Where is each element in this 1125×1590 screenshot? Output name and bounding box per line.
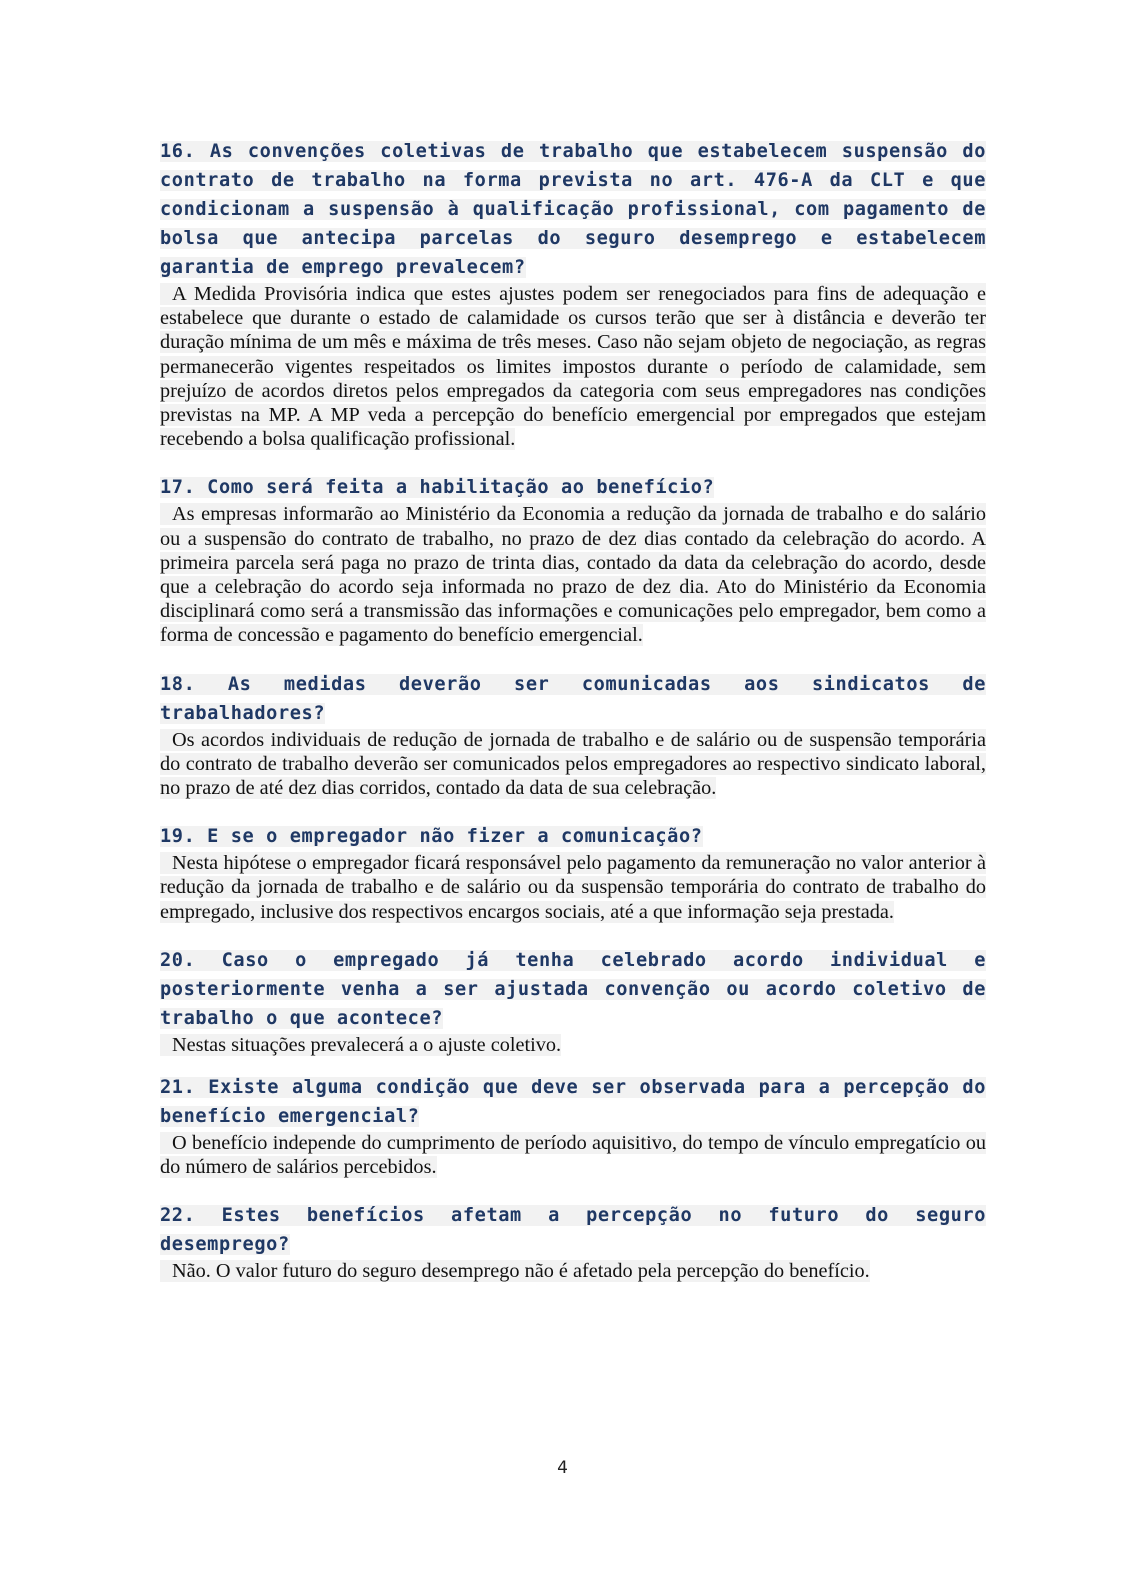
question-heading: 20. Caso o empregado já tenha celebrado acordo individual e posteriormente venha a ser ajustada convenção ou acordo coletivo de trabalho o que acontece? bbox=[160, 949, 986, 1029]
question-heading: 18. As medidas deverão ser comunicadas aos sindicatos de trabalhadores? bbox=[160, 673, 986, 724]
question-heading: 21. Existe alguma condição que deve ser observada para a percepção do benefício emergencial? bbox=[160, 1077, 986, 1128]
question-heading: 17. Como será feita a habilitação ao benefício? bbox=[160, 477, 715, 499]
qa-item-17 bbox=[160, 473, 986, 647]
qa-item-18 bbox=[160, 670, 986, 801]
answer-paragraph: Não. O valor futuro do seguro desemprego não é afetado pela percepção do benefício. bbox=[160, 1259, 986, 1283]
page-number: 4 bbox=[557, 1458, 568, 1478]
question-heading: 16. As convenções coletivas de trabalho que estabelecem suspensão do contrato de trabalho na forma prevista no art. 476-A da CLT e que condicionam a suspensão à qualificação profissional, com pagamento de bolsa que antecipa parcelas do seguro desemprego e estabelecem garantia de emprego prevalecem? bbox=[160, 141, 986, 278]
qa-item-16 bbox=[160, 137, 986, 451]
question-heading: 19. E se o empregador não fizer a comunicação? bbox=[160, 826, 703, 848]
answer-paragraph: As empresas informarão ao Ministério da Economia a redução da jornada de trabalho e do salário ou a suspensão do contrato de trabalho, no prazo de dez dias contado da celebração do acordo. A primeira parcela será paga no prazo de trinta dias, contado da data da celebração do acordo, desde que a celebração do acordo seja informada no prazo de dez dia. Ato do Ministério da Economia disciplinará como será a transmissão das informações e comunicações pelo empregador, bem como a forma de concessão e pagamento do benefício emergencial. bbox=[160, 503, 986, 647]
question-heading: 22. Estes benefícios afetam a percepção no futuro do seguro desemprego? bbox=[160, 1205, 986, 1256]
answer-paragraph: Os acordos individuais de redução de jornada de trabalho e de salário ou de suspensão temporária do contrato de trabalho deverão ser comunicados pelos empregadores ao respectivo sindicato laboral, no prazo de até dez dias corridos, contado da data de sua celebração. bbox=[160, 728, 986, 800]
qa-item-19 bbox=[160, 822, 986, 924]
qa-item-22 bbox=[160, 1201, 986, 1283]
answer-paragraph: Nestas situações prevalecerá a o ajuste coletivo. bbox=[160, 1033, 986, 1057]
qa-item-21 bbox=[160, 1073, 986, 1179]
answer-paragraph: A Medida Provisória indica que estes ajustes podem ser renegociados para fins de adequação e estabelece que durante o estado de calamidade os cursos terão que ser à distância e deverão ter duração mínima de um mês e máxima de três meses. Caso não sejam objeto de negociação, as regras permanecerão vigentes respeitados os limites impostos durante o período de calamidade, sem prejuízo de acordos diretos pelos empregados da categoria com seus empregadores nas condições previstas na MP. A MP veda a percepção do benefício emergencial por empregados que estejam recebendo a bolsa qualificação profissional. bbox=[160, 283, 986, 451]
document-body bbox=[160, 137, 986, 1306]
answer-paragraph: O benefício independe do cumprimento de período aquisitivo, do tempo de vínculo empregatício ou do número de salários percebidos. bbox=[160, 1132, 986, 1179]
qa-item-20 bbox=[160, 946, 986, 1057]
answer-paragraph: Nesta hipótese o empregador ficará responsável pelo pagamento da remuneração no valor anterior à redução da jornada de trabalho e de salário ou da suspensão temporária do contrato de trabalho do empregado, inclusive dos respectivos encargos sociais, até a que informação seja prestada. bbox=[160, 852, 986, 923]
